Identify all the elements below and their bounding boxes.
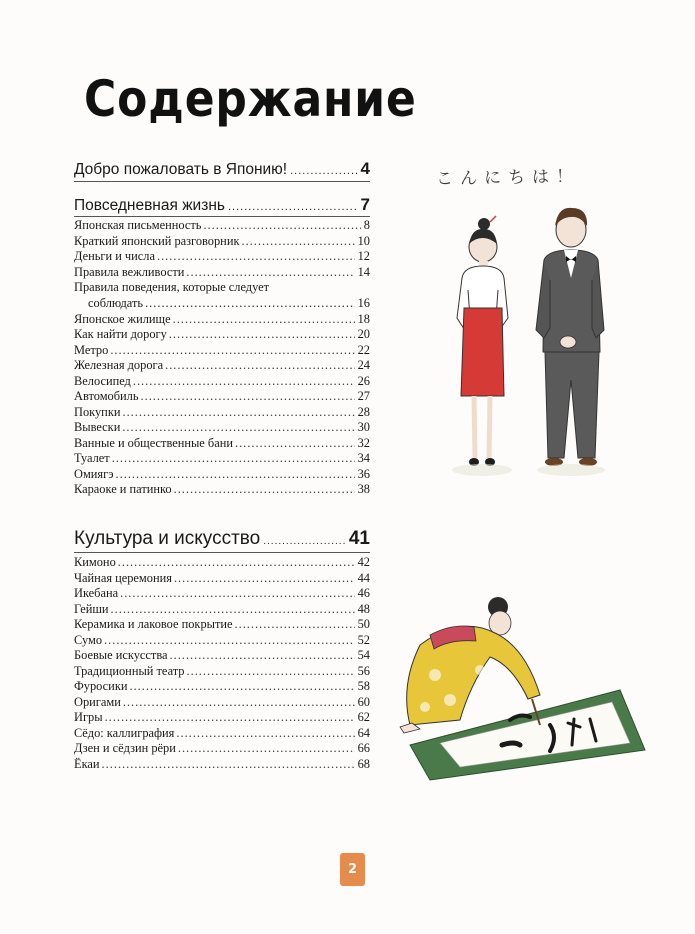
toc-entry[interactable] xyxy=(74,710,370,726)
toc-entry-label: Сумо xyxy=(74,632,103,647)
toc-entry-label: Традиционный театр xyxy=(74,663,185,678)
toc-entry[interactable] xyxy=(74,436,370,452)
leader-dots xyxy=(178,741,355,757)
toc-entry[interactable] xyxy=(74,679,370,695)
leader-dots xyxy=(145,296,355,311)
toc-entry[interactable] xyxy=(74,358,370,374)
toc-heading-page: 7 xyxy=(360,195,370,214)
page-title: Содержание xyxy=(84,70,417,128)
toc-entry[interactable] xyxy=(74,327,370,343)
toc-entry[interactable] xyxy=(74,648,370,664)
leader-dots xyxy=(241,234,354,250)
toc-entry-page: 20 xyxy=(357,327,370,341)
toc-entry-label: Покупки xyxy=(74,404,121,419)
toc-entry[interactable] xyxy=(74,265,370,281)
bowing-couple-illustration xyxy=(440,200,620,500)
toc-entry-page: 42 xyxy=(357,555,370,569)
toc-heading-daily[interactable] xyxy=(74,195,370,215)
toc-heading-culture[interactable] xyxy=(74,528,370,550)
toc-entry-label: Железная дорога xyxy=(74,358,164,372)
leader-dots xyxy=(122,405,354,421)
toc-entry-label: Метро xyxy=(74,342,109,357)
toc-entry-page: 46 xyxy=(357,586,370,600)
toc-entry[interactable] xyxy=(74,555,370,571)
toc-entry-page: 36 xyxy=(357,466,370,481)
leader-dots xyxy=(123,695,355,711)
leader-dots xyxy=(174,571,355,587)
toc-heading-label: Повседневная жизнь xyxy=(74,197,225,214)
toc-entry[interactable] xyxy=(74,482,370,498)
calligraphy-illustration xyxy=(390,595,650,785)
toc-entry-page: 56 xyxy=(357,663,370,678)
leader-dots xyxy=(129,679,354,695)
leader-dots xyxy=(116,467,355,483)
toc-entry[interactable] xyxy=(74,218,370,234)
toc-entry-page: 58 xyxy=(357,679,370,693)
toc-entry[interactable] xyxy=(74,280,370,312)
toc-entry[interactable] xyxy=(74,343,370,359)
toc-entry-page: 12 xyxy=(357,249,370,263)
toc-entry[interactable] xyxy=(74,726,370,742)
toc-entry[interactable] xyxy=(74,664,370,680)
toc-entry-page: 27 xyxy=(357,389,370,403)
toc-entry-label: Ёкаи xyxy=(74,756,100,771)
toc-entry-page: 38 xyxy=(357,482,370,496)
toc-entry-page: 60 xyxy=(357,694,370,709)
toc-entry[interactable] xyxy=(74,405,370,421)
leader-dots xyxy=(174,482,355,498)
leader-dots xyxy=(120,586,355,602)
leader-dots xyxy=(170,648,355,664)
toc-entry-page: 26 xyxy=(357,373,370,388)
toc-entry-label: Правила вежливости xyxy=(74,264,185,279)
toc-entry[interactable] xyxy=(74,374,370,390)
toc-heading-welcome[interactable] xyxy=(74,159,370,179)
toc-entry-page: 16 xyxy=(357,296,370,310)
toc-entry[interactable] xyxy=(74,571,370,587)
toc-entry-label: Керамика и лаковое покрытие xyxy=(74,617,233,631)
leader-dots xyxy=(169,327,355,343)
toc-entry-label: Вывески xyxy=(74,420,121,434)
toc-entry-page: 14 xyxy=(357,264,370,279)
toc-entry[interactable] xyxy=(74,234,370,250)
toc-entry-page: 50 xyxy=(357,617,370,631)
leader-dots xyxy=(235,436,355,452)
leader-dots xyxy=(165,358,355,374)
toc-entry-label: Боевые искусства xyxy=(74,648,168,662)
leader-dots xyxy=(111,602,355,618)
toc-entry-page: 18 xyxy=(357,311,370,326)
toc-entry-page: 32 xyxy=(357,435,370,450)
toc-entry-label-cont: соблюдать xyxy=(88,296,144,310)
toc-entry-label: Кимоно xyxy=(74,555,116,569)
leader-dots xyxy=(112,451,355,467)
toc-entry[interactable] xyxy=(74,312,370,328)
toc-entry-page: 28 xyxy=(357,404,370,419)
leader-dots xyxy=(141,389,355,405)
toc-entry[interactable] xyxy=(74,249,370,265)
leader-dots xyxy=(122,420,354,436)
toc-entry[interactable] xyxy=(74,420,370,436)
toc-entry-page: 24 xyxy=(357,358,370,372)
leader-dots xyxy=(157,249,355,265)
toc-entry-page: 30 xyxy=(357,420,370,434)
toc-entry-label: Туалет xyxy=(74,451,110,465)
toc-entry[interactable] xyxy=(74,602,370,618)
toc-entry-label: Икебана xyxy=(74,586,119,600)
toc-heading-label: Культура и искусство xyxy=(74,528,261,549)
leader-dots xyxy=(118,555,355,571)
woman-figure xyxy=(452,216,512,476)
toc-section-culture xyxy=(74,555,370,772)
toc-entry-label: Чайная церемония xyxy=(74,570,172,585)
toc-entry-label: Краткий японский разговорник xyxy=(74,233,240,248)
toc-heading-page: 41 xyxy=(348,528,370,549)
toc-entry-label: Фуросики xyxy=(74,679,128,693)
leader-dots xyxy=(173,312,355,328)
toc-entry-label: Гейши xyxy=(74,601,109,616)
toc-entry[interactable] xyxy=(74,617,370,633)
leader-dots xyxy=(235,617,355,633)
toc-entry-label: Ванные и общественные бани xyxy=(74,435,233,450)
toc-entry[interactable] xyxy=(74,451,370,467)
toc-entry-label: Как найти дорогу xyxy=(74,327,167,341)
leader-dots xyxy=(187,664,355,680)
toc-entry[interactable] xyxy=(74,741,370,757)
leader-dots xyxy=(263,536,346,547)
toc-entry-label: Дзен и сёдзин рёри xyxy=(74,741,176,755)
leader-dots xyxy=(228,201,358,213)
toc-entry-page: 44 xyxy=(357,570,370,585)
toc-entry-page: 62 xyxy=(357,710,370,724)
toc-entry-label: Караоке и патинко xyxy=(74,482,172,496)
leader-dots xyxy=(176,726,354,742)
divider xyxy=(74,552,370,553)
leader-dots xyxy=(290,165,357,177)
toc-entry-label: Оригами xyxy=(74,694,121,709)
leader-dots xyxy=(102,757,355,773)
toc-entry[interactable] xyxy=(74,695,370,711)
divider xyxy=(74,181,370,182)
man-figure xyxy=(536,208,605,476)
greeting-handwritten: こんにちは！ xyxy=(435,166,581,190)
leader-dots xyxy=(133,374,355,390)
toc-entry-page: 68 xyxy=(357,756,370,771)
toc-entry-label: Японская письменность xyxy=(74,218,202,232)
toc-entry-label: Игры xyxy=(74,710,103,724)
toc-entry-label: Сёдо: каллиграфия xyxy=(74,725,175,740)
toc-entry[interactable] xyxy=(74,467,370,483)
page-number-badge: 2 xyxy=(340,853,365,886)
toc-entry[interactable] xyxy=(74,757,370,773)
toc-entry-label: Деньги и числа xyxy=(74,249,155,263)
toc-entry[interactable] xyxy=(74,389,370,405)
toc-entry-page: 34 xyxy=(357,451,370,465)
toc-entry-page: 52 xyxy=(357,632,370,647)
toc-entry-label: Велосипед xyxy=(74,373,131,388)
leader-dots xyxy=(110,343,354,359)
toc-entry[interactable] xyxy=(74,586,370,602)
toc-heading-page: 4 xyxy=(360,159,370,178)
toc-entry-label: Автомобиль xyxy=(74,389,139,403)
toc-entry[interactable] xyxy=(74,633,370,649)
toc-entry-label: Омиягэ xyxy=(74,466,114,481)
leader-dots xyxy=(104,633,355,649)
toc-entry-page: 8 xyxy=(363,218,370,232)
toc-entry-label: Японское жилище xyxy=(74,311,171,326)
leader-dots xyxy=(186,265,354,281)
toc-section-daily xyxy=(74,218,370,498)
toc-entry-page: 10 xyxy=(357,233,370,248)
divider xyxy=(74,216,370,217)
toc-entry-label: Правила поведения, которые следует xyxy=(74,280,270,294)
toc-entry-page: 64 xyxy=(357,725,370,740)
toc-entry-page: 54 xyxy=(357,648,370,662)
toc-heading-label: Добро пожаловать в Японию! xyxy=(74,161,288,178)
leader-dots xyxy=(203,218,360,234)
toc-entry-page: 48 xyxy=(357,601,370,616)
leader-dots xyxy=(105,710,355,726)
toc-entry-page: 66 xyxy=(357,741,370,755)
toc-entry-page: 22 xyxy=(357,342,370,357)
